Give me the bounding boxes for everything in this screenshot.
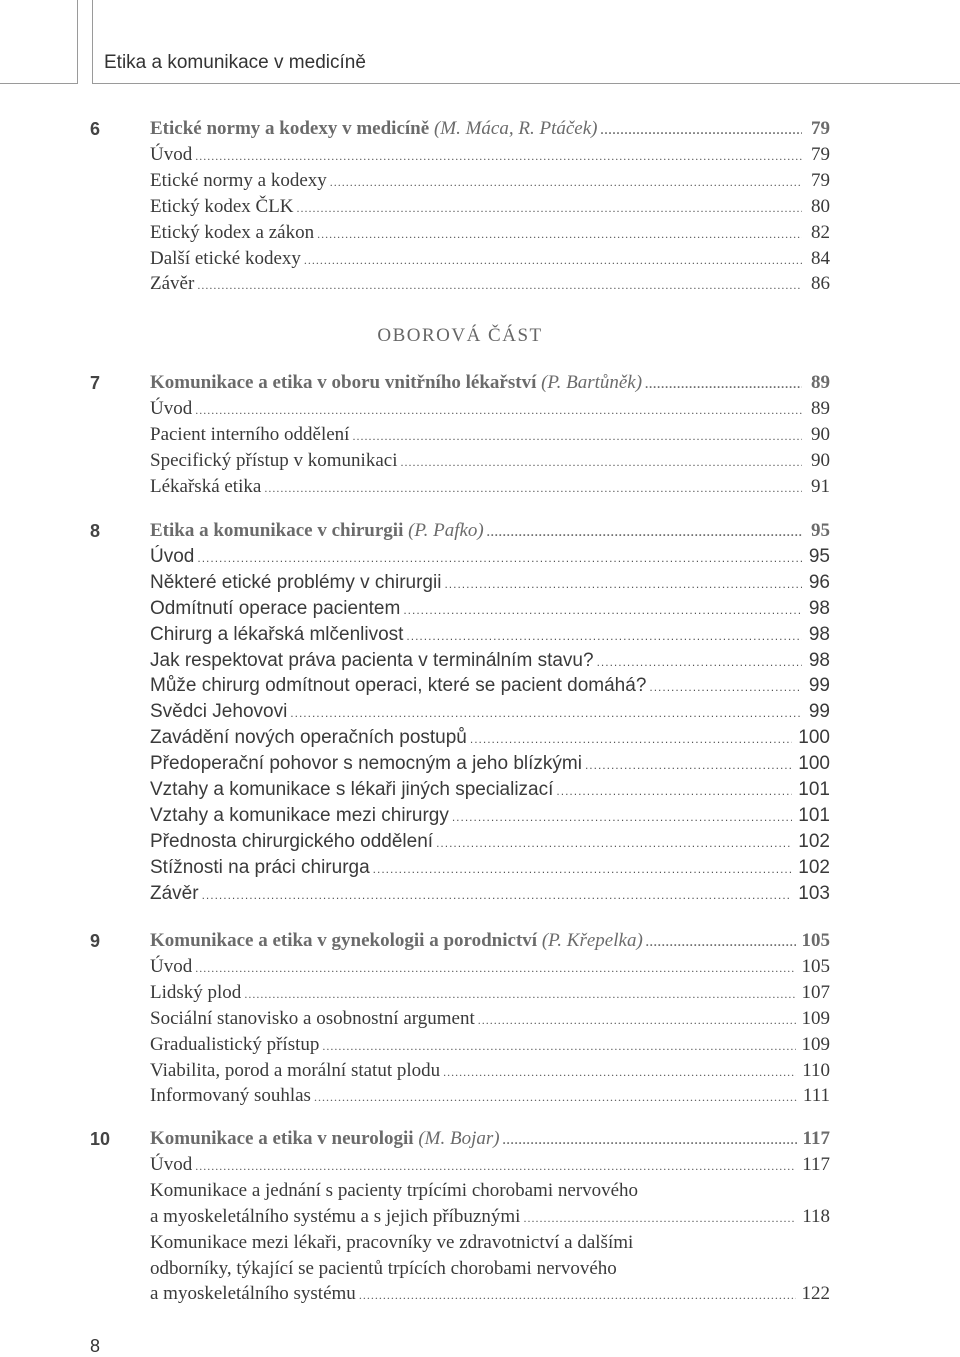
toc-item-line: Komunikace a jednání s pacienty trpícími chorobami nervového [150,1179,639,1201]
toc-item-page: 102 [798,856,830,878]
chapter-number: 6 [90,119,101,139]
toc-item-page: 122 [801,1283,830,1305]
toc-item[interactable] [150,699,830,725]
toc-item[interactable] [150,1152,830,1178]
toc-item[interactable] [150,246,830,272]
leader-dots [195,955,795,981]
toc-item[interactable] [150,271,830,297]
toc-item-text: Stížnosti na práci chirurga [150,856,370,878]
chapter-page: 117 [802,1128,830,1149]
toc-item-page: 99 [808,675,830,697]
toc-item[interactable] [150,1006,830,1032]
toc-item-text: Odmítnutí operace pacientem [150,597,401,619]
toc-item-text: a myoskeletálního systému [150,1283,356,1305]
toc-item[interactable] [150,881,830,907]
toc-item-page: 79 [811,169,830,191]
toc-item[interactable] [150,448,830,474]
chapter-authors: (P. Bartůněk) [541,372,643,393]
chapter-page: 95 [811,520,830,541]
toc-item-page: 98 [808,623,830,645]
toc-item[interactable] [150,168,830,194]
toc-item-page: 109 [801,1033,830,1055]
leader-dots [197,272,802,298]
chapter-title [150,370,642,396]
toc-item-text: Úvod [150,143,193,165]
toc-item-page: 101 [798,779,830,800]
toc-item-page: 98 [808,649,830,671]
toc-item-text: Předoperační pohovor s nemocným a jeho blízkými [150,753,582,775]
leader-dots [314,1084,797,1110]
chapter-authors: (P. Křepelka) [541,930,643,951]
toc-item-page: 107 [801,981,830,1003]
toc-item-text: Sociální stanovisko a osobnostní argument [150,1007,475,1029]
toc-item-page: 102 [798,830,830,852]
toc-item-text: Lidský plod [150,981,242,1003]
leader-dots [317,221,802,247]
leader-dots [322,1033,795,1059]
chapter-authors: (M. Máca, R. Ptáček) [433,118,598,139]
toc-item[interactable] [150,829,830,855]
leader-dots [264,475,802,501]
toc-item-page: 89 [811,397,830,419]
leader-dots [244,981,795,1007]
chapter-title-text: Komunikace a etika v gynekologii a porodnictví [150,930,538,951]
toc-item[interactable] [150,1058,830,1084]
toc-item-text: Další etické kodexy [150,247,301,269]
toc-item-text: Může chirurg odmítnout operaci, které se pacient domáhá? [150,675,647,697]
chapter-page: 89 [811,372,830,393]
chapter-entry[interactable] [90,928,830,954]
leader-dots [597,649,802,675]
chapter-page: 79 [811,118,830,139]
toc-item-page: 79 [811,143,830,165]
chapter-number: 9 [90,931,101,951]
toc-item-page: 118 [802,1205,830,1227]
toc-item[interactable] [150,474,830,500]
toc-item-page: 111 [802,1085,830,1107]
chapter-authors: (M. Bojar) [418,1128,500,1149]
toc-item[interactable] [150,622,830,648]
toc-item-line: Komunikace mezi lékaři, pracovníky ve zdravotnictví a dalšími [150,1231,634,1253]
toc-item-text: Úvod [150,545,195,567]
toc-item[interactable] [150,194,830,220]
toc-item-page: 86 [811,273,830,295]
toc-item-page: 84 [811,247,830,269]
toc-item-page: 99 [808,701,830,723]
corner-box [0,0,78,84]
toc-item-page: 103 [798,882,830,904]
leader-dots [443,1059,796,1085]
leader-dots [400,449,802,475]
leader-dots [195,1153,796,1179]
toc-item-page: 101 [798,804,830,826]
leader-dots [330,169,802,195]
toc-item[interactable] [150,725,830,751]
toc-item-text: Úvod [150,397,193,419]
toc-item-text: Úvod [150,1153,193,1175]
toc-item[interactable] [150,1032,830,1058]
toc-item-text: Zavádění nových operačních postupů [150,727,467,749]
chapter-entry[interactable] [90,116,830,142]
chapter-title-text: Etika a komunikace v chirurgii [150,520,404,541]
leader-dots [487,519,802,545]
page-number: 8 [90,1336,101,1356]
toc-item-text: Přednosta chirurgického oddělení [150,830,434,852]
chapter-title [150,116,597,142]
toc-item-text: Svědci Jehovovi [150,701,288,723]
toc-item[interactable] [150,777,830,803]
toc-item-text: Některé etické problémy v chirurgii [150,571,442,593]
leader-dots [470,726,792,752]
toc-item-page: 82 [811,221,830,243]
toc-item-text: Vztahy a komunikace mezi chirurgy [150,804,449,826]
toc-item[interactable] [150,673,830,699]
toc-item-text: Specifický přístup v komunikaci [150,449,398,471]
leader-dots [585,752,792,778]
section-heading: OBOROVÁ ČÁST [377,325,543,346]
toc-item[interactable] [150,570,830,596]
leader-dots [403,597,802,623]
leader-dots [195,397,802,423]
toc-item-text: a myoskeletálního systému a s jejich příbuznými [150,1205,521,1227]
toc-item-page: 98 [808,597,830,619]
chapter-entry[interactable] [90,1126,830,1152]
toc-item[interactable] [150,855,830,881]
toc-item-line: odborníky, týkající se pacientů trpících chorobami nervového [150,1257,617,1279]
chapter-entry[interactable] [90,370,830,396]
leader-dots [406,623,802,649]
leader-dots [503,1127,797,1153]
toc-item-page: 95 [808,545,830,567]
leader-dots [478,1007,796,1033]
toc-item-text: Vztahy a komunikace s lékaři jiných specializací [150,779,554,800]
leader-dots [297,195,802,221]
toc-item-text: Závěr [150,273,195,295]
toc-item-text: Etický kodex a zákon [150,221,315,243]
chapter-title-text: Komunikace a etika v oboru vnitřního lékařství [150,372,537,393]
toc-item-page: 90 [811,449,830,471]
toc-item[interactable] [150,980,830,1006]
toc-item[interactable] [150,648,830,674]
leader-dots [645,371,802,397]
toc-item[interactable] [150,1083,830,1109]
chapter-authors: (P. Pafko) [408,520,484,541]
toc-item[interactable] [150,751,830,777]
chapter-title [150,928,643,954]
toc-item[interactable] [150,422,830,448]
toc-item-page: 96 [808,571,830,593]
toc-item[interactable] [150,596,830,622]
leader-dots [649,674,802,700]
leader-dots [600,117,802,143]
toc-item[interactable] [150,220,830,246]
toc-item[interactable] [150,803,830,829]
toc-item-page: 105 [801,955,830,977]
toc-item-page: 110 [802,1059,830,1081]
leader-dots [359,1282,796,1308]
chapter-number: 7 [90,373,101,393]
toc-item[interactable] [150,142,830,168]
toc-item-page: 100 [798,753,830,775]
toc-item-text: Pacient interního oddělení [150,423,350,445]
toc-item-text: Závěr [150,882,199,904]
toc-item-text: Etický kodex ČLK [150,195,294,217]
toc-item[interactable] [150,1204,830,1230]
running-header: Etika a komunikace v medicíně [104,52,366,73]
leader-dots [195,143,802,169]
toc-item-text: Etické normy a kodexy [150,169,327,191]
leader-dots [197,545,802,571]
chapter-number: 10 [90,1129,111,1149]
chapter-title [150,518,484,544]
toc-item[interactable] [150,954,830,980]
leader-dots [352,423,802,449]
chapter-title [150,1126,500,1152]
chapter-page: 105 [801,930,830,951]
leader-dots [436,830,792,856]
leader-dots [556,778,792,804]
leader-dots [646,929,796,955]
toc-item-page: 117 [802,1153,830,1175]
chapter-entry[interactable] [90,518,830,544]
toc-item[interactable] [150,544,830,570]
toc-item-page: 100 [798,727,830,749]
toc-item-text: Lékařská etika [150,475,262,497]
leader-dots [444,571,802,597]
toc-item-page: 91 [811,475,830,497]
leader-dots [202,882,793,908]
toc-item-text: Viabilita, porod a morální statut plodu [150,1059,441,1081]
toc-item-page: 80 [811,195,830,217]
chapter-number: 8 [90,521,101,541]
leader-dots [304,247,802,273]
toc-item-text: Jak respektovat práva pacienta v terminálním stavu? [150,649,594,671]
toc-item-page: 90 [811,423,830,445]
toc-item[interactable] [150,1281,830,1307]
toc-item[interactable] [150,396,830,422]
leader-dots [373,856,793,882]
toc-item-text: Chirurg a lékařská mlčenlivost [150,623,404,645]
leader-dots [452,804,792,830]
toc-item-text: Gradualistický přístup [150,1033,320,1055]
chapter-title-text: Komunikace a etika v neurologii [150,1128,414,1149]
toc-item-text: Informovaný souhlas [150,1085,311,1107]
toc-item-text: Úvod [150,955,193,977]
chapter-title-text: Etické normy a kodexy v medicíně [150,118,430,139]
leader-dots [290,700,802,726]
leader-dots [523,1205,796,1231]
toc-item-page: 109 [801,1007,830,1029]
